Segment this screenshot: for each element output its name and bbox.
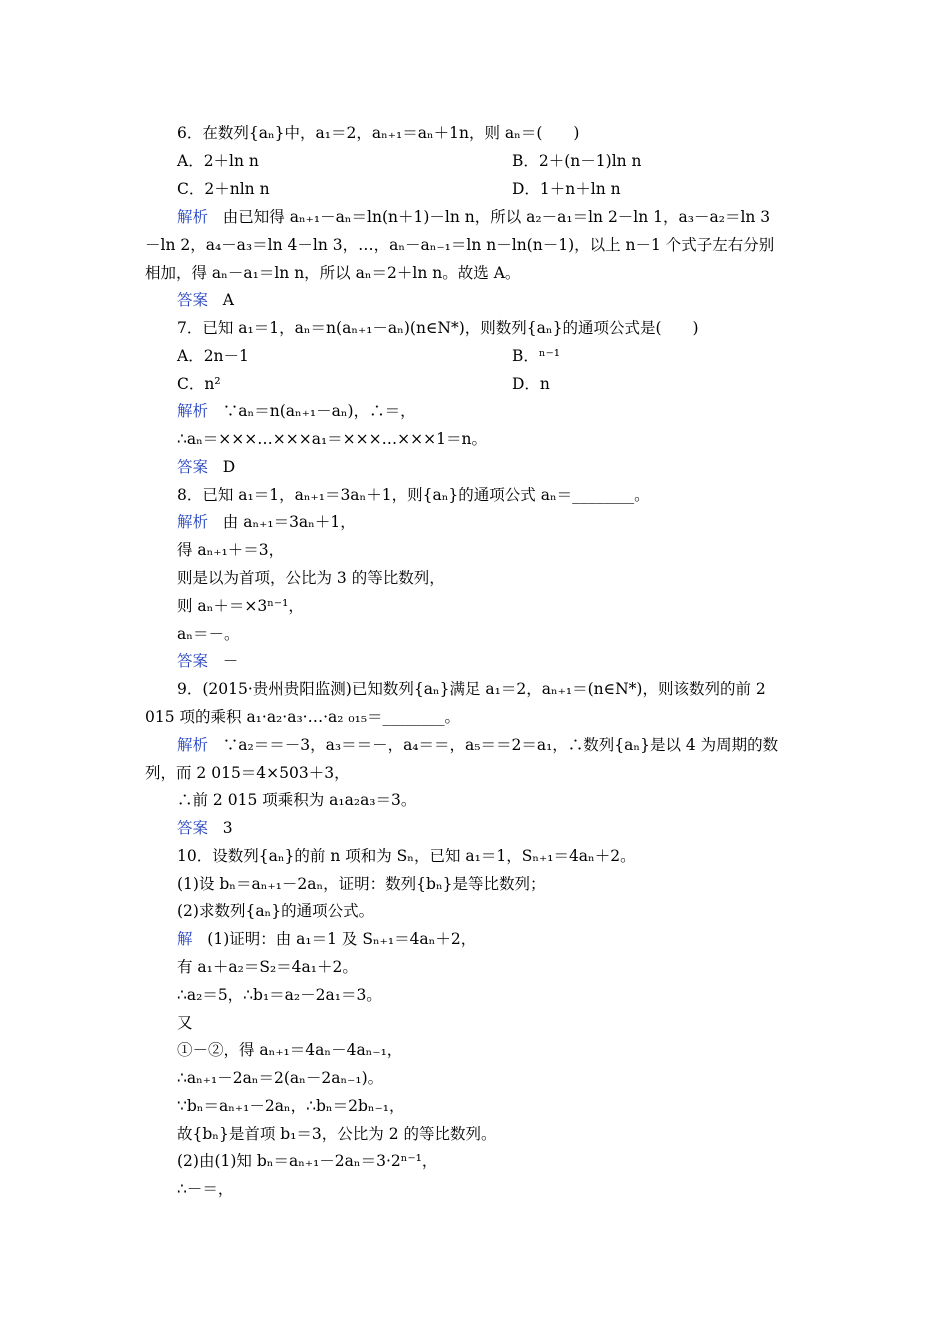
q6-option-d: D．1＋n＋ln n [512,180,621,198]
q8-analysis-line4: 则 aₙ＋＝×3ⁿ⁻¹， [177,597,304,615]
q7-option-c: C．n² [177,375,221,393]
solution-text: (1)证明：由 a₁＝1 及 Sₙ₊₁＝4aₙ＋2， [207,930,477,948]
analysis-text: ∵a₂＝＝－3，a₃＝＝－，a₄＝＝，a₅＝＝2＝a₁，∴数列{aₙ}是以 4 为周期的数 [222,736,779,754]
q10-solution-line1 [177,929,476,949]
q8-analysis-line2: 得 aₙ₊₁＋＝3， [177,541,285,559]
q6-analysis-line1 [177,207,770,227]
q10-solution-line2: 有 a₁＋a₂＝S₂＝4a₁＋2。 [177,958,358,976]
q7-option-d: D．n [512,375,550,393]
answer-label: 答案 [177,458,209,476]
q7-analysis-line2: ∴aₙ＝×××…×××a₁＝×××…×××1＝n。 [177,430,487,448]
q6-option-c: C．2＋nln n [177,180,270,198]
answer-label: 答案 [177,819,209,837]
q10-solution-line3: ∴a₂＝5，∴b₁＝a₂－2a₁＝3。 [177,986,382,1004]
q10-solution-line10: ∴－＝， [177,1180,234,1198]
answer-label: 答案 [177,291,209,309]
q7-analysis-line1 [177,401,416,421]
q7-stem: 7．已知 a₁＝1，aₙ＝n(aₙ₊₁－aₙ)(n∈N*)，则数列{aₙ}的通项公式是( ) [177,319,699,337]
q7-answer [177,457,235,477]
q10-solution-line8: 故{bₙ}是首项 b₁＝3，公比为 2 的等比数列。 [177,1125,497,1143]
q9-stem-line1: 9．(2015·贵州贵阳监测)已知数列{aₙ}满足 a₁＝2，aₙ₊₁＝(n∈N*)，则该数列的前 2 [177,680,766,698]
answer-value: － [222,652,239,670]
q8-stem: 8．已知 a₁＝1，aₙ₊₁＝3aₙ＋1，则{aₙ}的通项公式 aₙ＝________。 [177,486,650,504]
q6-stem: 6．在数列{aₙ}中，a₁＝2，aₙ₊₁＝aₙ＋1n，则 aₙ＝( ) [177,124,580,142]
q8-analysis-line3: 则是以为首项，公比为 3 的等比数列， [177,569,445,587]
q6-option-b: B．2＋(n－1)ln n [512,152,642,170]
q9-answer [177,818,233,838]
answer-value: A [222,291,234,309]
q6-analysis-line3: 相加，得 aₙ－a₁＝ln n，所以 aₙ＝2＋ln n。故选 A。 [145,264,521,282]
q10-solution-line5: ①－②，得 aₙ₊₁＝4aₙ－4aₙ₋₁， [177,1041,403,1059]
q9-analysis-line1 [177,735,778,755]
analysis-text: 由已知得 aₙ₊₁－aₙ＝ln(n＋1)－ln n，所以 a₂－a₁＝ln 2－ln 1，a₃－a₂＝ln 3 [222,208,771,226]
q6-answer [177,290,234,310]
answer-value: 3 [222,819,233,837]
solution-label: 解 [177,930,193,948]
q10-solution-line7: ∵bₙ＝aₙ₊₁－2aₙ，∴bₙ＝2bₙ₋₁， [177,1097,405,1115]
analysis-label: 解析 [177,402,209,420]
q10-stem: 10．设数列{aₙ}的前 n 项和为 Sₙ，已知 a₁＝1，Sₙ₊₁＝4aₙ＋2。 [177,847,636,865]
analysis-text: 由 aₙ₊₁＝3aₙ＋1， [222,513,356,531]
answer-value: D [222,458,236,476]
q6-analysis-line2: －ln 2，a₄－a₃＝ln 4－ln 3，…，aₙ－aₙ₋₁＝ln n－ln(n－1)，以上 n－1 个式子左右分别 [145,236,775,254]
q10-part1: (1)设 bₙ＝aₙ₊₁－2aₙ，证明：数列{bₙ}是等比数列； [177,875,546,893]
q7-option-a: A．2n－1 [177,347,249,365]
q8-analysis-line5: aₙ＝－。 [177,625,240,643]
q8-analysis-line1 [177,512,356,532]
q10-solution-line9: (2)由(1)知 bₙ＝aₙ₊₁－2aₙ＝3·2ⁿ⁻¹， [177,1152,438,1170]
q10-part2: (2)求数列{aₙ}的通项公式。 [177,902,375,920]
analysis-label: 解析 [177,208,209,226]
q9-analysis-line3: ∴前 2 015 项乘积为 a₁a₂a₃＝3。 [177,791,417,809]
analysis-label: 解析 [177,513,209,531]
q9-stem-line2: 015 项的乘积 a₁·a₂·a₃·…·a₂ ₀₁₅＝________。 [145,708,461,726]
q10-solution-line4: 又 [177,1014,193,1032]
q7-option-b: B．ⁿ⁻¹ [512,347,560,365]
q6-option-a: A．2＋ln n [177,152,259,170]
q10-solution-line6: ∴aₙ₊₁－2aₙ＝2(aₙ－2aₙ₋₁)。 [177,1069,384,1087]
analysis-text: ∵aₙ＝n(aₙ₊₁－aₙ)，∴＝， [222,402,416,420]
q9-analysis-line2: 列，而 2 015＝4×503＋3， [145,764,350,782]
answer-label: 答案 [177,652,209,670]
analysis-label: 解析 [177,736,209,754]
q8-answer [177,651,238,671]
